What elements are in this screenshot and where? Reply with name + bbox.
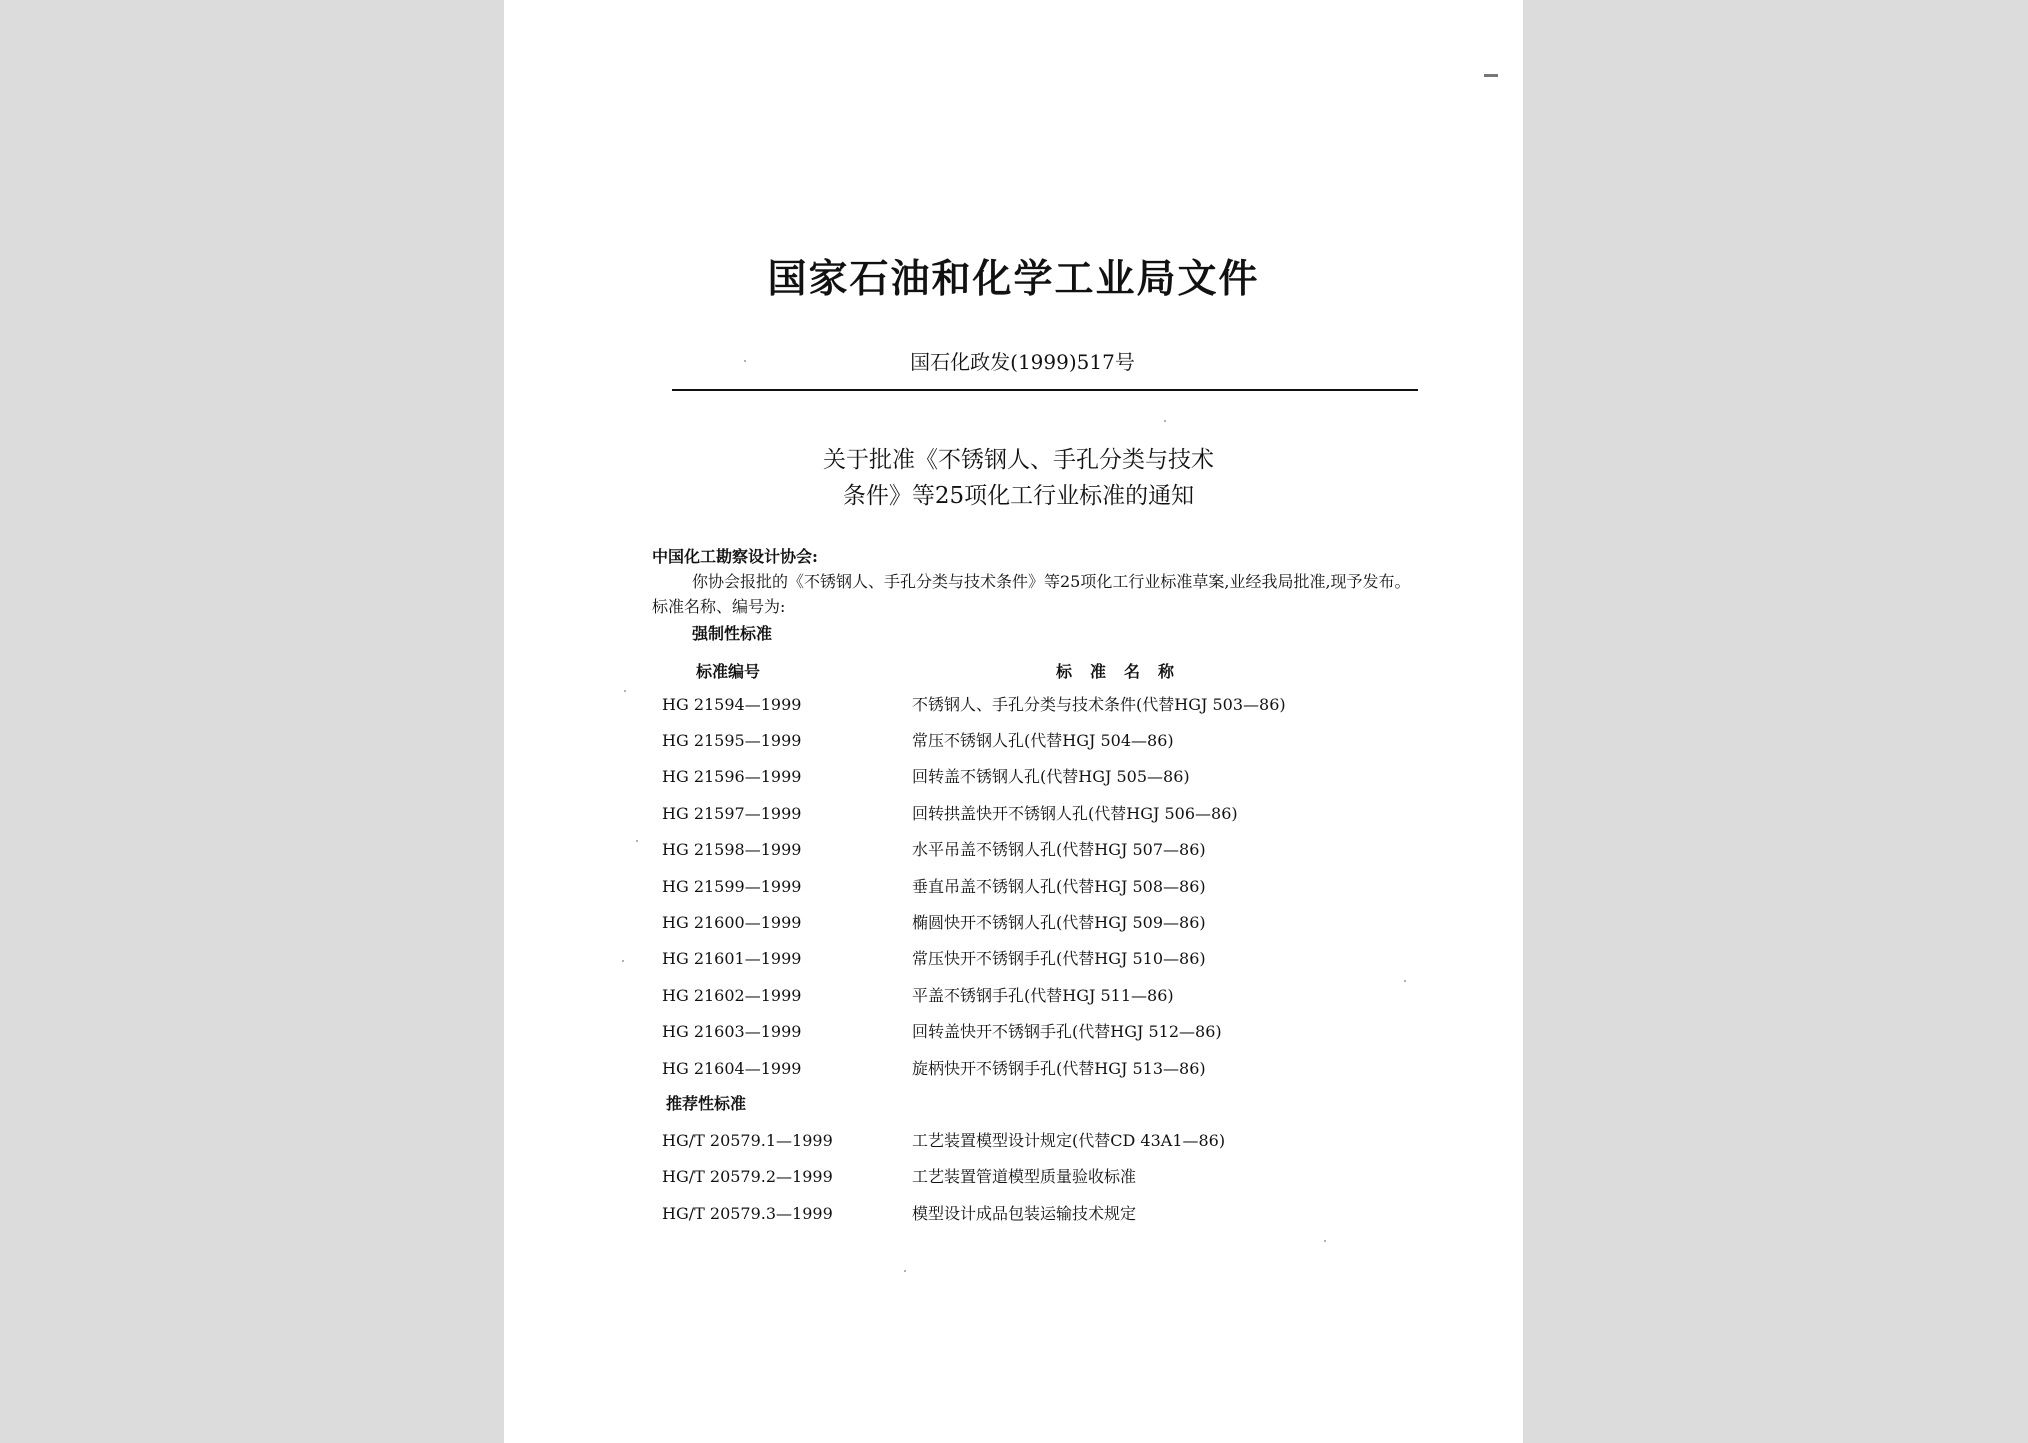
document-page	[504, 0, 1523, 1443]
body-paragraph: 你协会报批的《不锈钢人、手孔分类与技术条件》等25项化工行业标准草案,业经我局批准,现予发布。标准名称、编号为:	[652, 572, 1411, 616]
notice-title	[504, 442, 1523, 514]
standard-code: HG 21594—1999	[662, 694, 802, 714]
standard-code: HG 21599—1999	[662, 876, 802, 896]
standard-name: 回转盖快开不锈钢手孔(代替HGJ 512—86)	[912, 1022, 1222, 1042]
notice-title-line: 关于批准《不锈钢人、手孔分类与技术	[823, 447, 1214, 473]
standard-name: 垂直吊盖不锈钢人孔(代替HGJ 508—86)	[912, 876, 1206, 896]
standard-code: HG 21602—1999	[662, 985, 802, 1005]
standard-row	[652, 759, 1422, 795]
header-rule	[672, 389, 1418, 391]
scan-speckle	[744, 360, 746, 362]
scan-speckle	[1404, 980, 1406, 982]
document-header: 国家石油和化学工业局文件	[767, 257, 1260, 302]
standard-row	[652, 832, 1422, 868]
standard-row	[652, 1014, 1422, 1050]
standard-row	[652, 1159, 1422, 1195]
standard-row	[652, 722, 1422, 758]
standard-name: 旋柄快开不锈钢手孔(代替HGJ 513—86)	[912, 1058, 1206, 1078]
standard-name: 椭圆快开不锈钢人孔(代替HGJ 509—86)	[912, 913, 1206, 933]
scan-speckle	[1164, 420, 1166, 422]
standard-code: HG 21603—1999	[662, 1022, 802, 1042]
standard-row	[652, 904, 1422, 940]
scan-speckle	[1324, 1240, 1326, 1242]
table-header	[652, 656, 1422, 686]
standard-row	[652, 941, 1422, 977]
scan-speckle	[624, 690, 626, 692]
standard-name: 回转拱盖快开不锈钢人孔(代替HGJ 506—86)	[912, 803, 1238, 823]
standard-row	[652, 686, 1422, 722]
standard-name: 工艺装置管道模型质量验收标准	[912, 1167, 1137, 1187]
mandatory-standards-list	[652, 686, 1422, 1086]
standard-code: HG 21601—1999	[662, 949, 802, 969]
recommended-standards-list	[652, 1122, 1422, 1231]
standard-code: HG 21595—1999	[662, 731, 802, 751]
standard-code: HG/T 20579.3—1999	[662, 1203, 833, 1223]
standard-code: HG 21597—1999	[662, 803, 802, 823]
standard-code: HG/T 20579.2—1999	[662, 1167, 833, 1187]
standard-name: 工艺装置模型设计规定(代替CD 43A1—86)	[912, 1130, 1226, 1150]
standard-name: 平盖不锈钢手孔(代替HGJ 511—86)	[912, 985, 1174, 1005]
standard-row	[652, 1050, 1422, 1086]
standard-code: HG 21598—1999	[662, 840, 802, 860]
column-header-code: 标准编号	[696, 661, 761, 681]
standard-row	[652, 795, 1422, 831]
standard-row	[652, 977, 1422, 1013]
standard-code: HG 21596—1999	[662, 767, 802, 787]
standard-code: HG 21600—1999	[662, 913, 802, 933]
standard-name: 不锈钢人、手孔分类与技术条件(代替HGJ 503—86)	[912, 694, 1286, 714]
standard-name: 模型设计成品包装运输技术规定	[912, 1203, 1137, 1223]
standard-code: HG/T 20579.1—1999	[662, 1130, 833, 1150]
standard-row	[652, 1195, 1422, 1231]
notice-title-line: 条件》等25项化工行业标准的通知	[842, 483, 1195, 509]
scan-speckle	[636, 840, 638, 842]
scan-speckle	[904, 1270, 906, 1272]
column-header-name: 标准名称	[1056, 661, 1193, 681]
standard-row	[652, 1122, 1422, 1158]
mandatory-section-label: 强制性标准	[692, 624, 773, 643]
addressee: 中国化工勘察设计协会:	[652, 547, 818, 566]
standard-name: 水平吊盖不锈钢人孔(代替HGJ 507—86)	[912, 840, 1206, 860]
standard-name: 回转盖不锈钢人孔(代替HGJ 505—86)	[912, 767, 1190, 787]
recommended-section-label: 推荐性标准	[666, 1094, 747, 1114]
standard-name: 常压快开不锈钢手孔(代替HGJ 510—86)	[912, 949, 1206, 969]
document-number: 国石化政发(1999)517号	[910, 350, 1135, 374]
standard-name: 常压不锈钢人孔(代替HGJ 504—86)	[912, 731, 1174, 751]
scan-speckle	[622, 960, 624, 962]
document-body	[652, 544, 1422, 1231]
standard-code: HG 21604—1999	[662, 1058, 802, 1078]
standard-row	[652, 868, 1422, 904]
scan-mark	[1484, 74, 1498, 77]
